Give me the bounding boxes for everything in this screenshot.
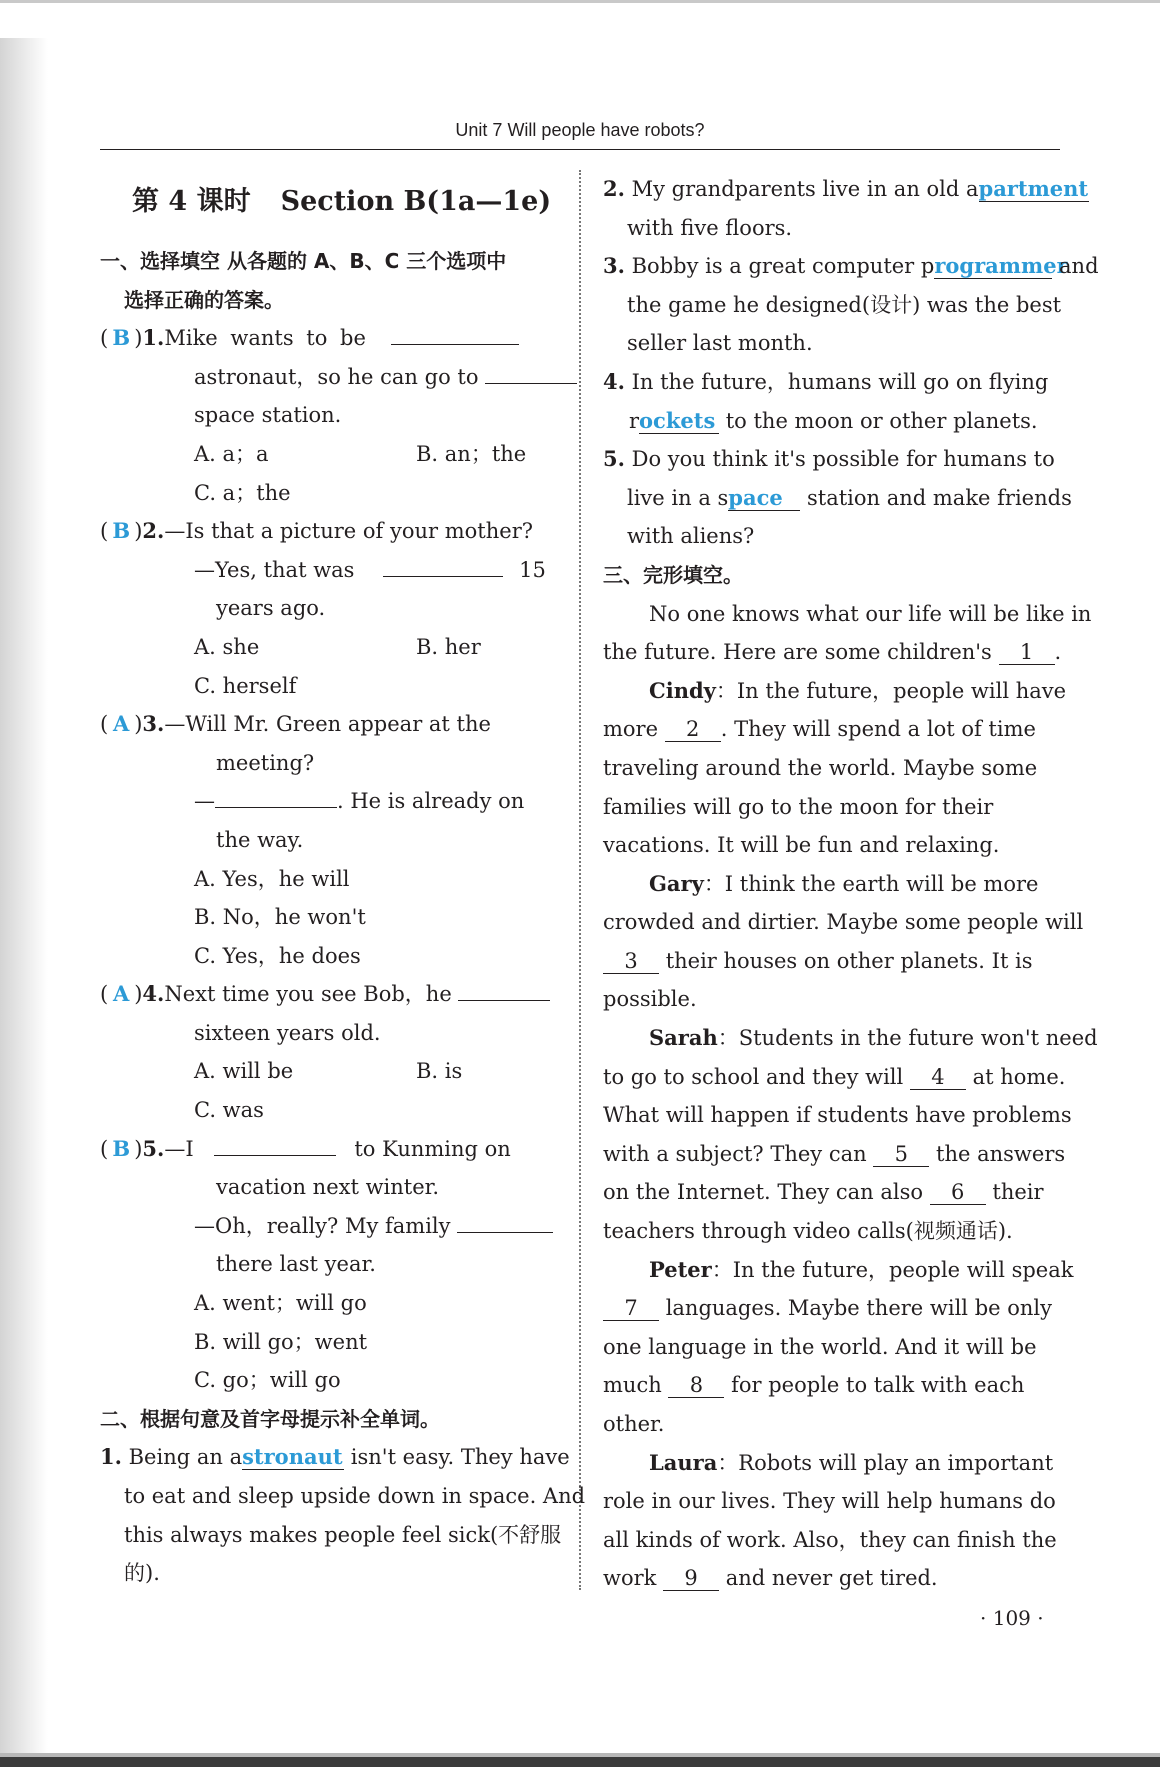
gary-line4: possible. <box>603 987 697 1012</box>
word-item-4: 4. In the future，humans will go on flying <box>603 368 1049 394</box>
option-b: B. will go；went <box>194 1329 368 1354</box>
answer-4: A <box>113 981 130 1007</box>
word-item-5: 5. Do you think it's possible for humans to <box>603 446 1055 472</box>
header-rule <box>100 149 1060 150</box>
question-1: ( B )1.Mike wants to be <box>100 319 556 358</box>
left-column <box>100 170 586 1593</box>
question-2-line3: years ago. <box>216 596 326 621</box>
speaker-name: Cindy <box>649 677 716 703</box>
option-c: C. Yes，he does <box>194 943 361 968</box>
word-item-2: 2. My grandparents live in an old apartment <box>603 176 1089 201</box>
part3-heading: 三、完形填空。 <box>603 562 743 587</box>
cloze-intro: No one knows what our life will be like in <box>649 601 1092 626</box>
question-1-line3: space station. <box>194 403 342 428</box>
cloze-blank-1: 1 <box>999 640 1055 665</box>
cloze-blank-6: 6 <box>930 1180 986 1205</box>
bottom-edge <box>0 1757 1160 1767</box>
cloze-blank-4: 4 <box>910 1065 966 1090</box>
word-item-1-line2: to eat and sleep upside down in space. And <box>124 1484 586 1508</box>
gary-line2: crowded and dirtier. Maybe some people will <box>603 910 1084 935</box>
question-3: ( A )3.—Will Mr. Green appear at the <box>100 705 556 744</box>
top-edge <box>0 0 1160 3</box>
word-item-5-line2: live in a space station and make friends <box>627 484 1072 510</box>
option-c: C. a；the <box>194 480 291 505</box>
sarah-line4: with a subject? They can 5 the answers <box>603 1141 1066 1166</box>
filled-blank: pace <box>728 486 800 511</box>
cindy-line5: vacations. It will be fun and relaxing. <box>603 833 1000 858</box>
filled-blank: rogrammer <box>934 253 1068 279</box>
cindy-paragraph: Cindy：In the future，people will have <box>649 677 1067 703</box>
peter-line4: much 8 for people to talk with each <box>603 1373 1025 1398</box>
filled-blank: partment <box>978 176 1089 201</box>
option-b: B. an；the <box>416 441 527 466</box>
answer-5: B <box>112 1135 131 1161</box>
filled-blank: stronaut <box>242 1444 343 1470</box>
word-item-4-line2: rockets to the moon or other planets. <box>629 407 1038 433</box>
word-item-3-line3: seller last month. <box>627 331 813 356</box>
cindy-line4: families will go to the moon for their <box>603 794 994 819</box>
options-1 <box>100 435 556 474</box>
question-5: ( B )5.—I to Kunming on <box>100 1130 556 1169</box>
options-2 <box>100 628 556 667</box>
blank <box>391 319 519 345</box>
option-b: B. No，he won't <box>194 905 366 930</box>
question-1-line2: astronaut，so he can go to <box>100 358 556 397</box>
cloze-blank-8: 8 <box>668 1373 724 1398</box>
speaker-name: Gary <box>649 870 704 896</box>
question-2: ( B )2.—Is that a picture of your mother? <box>100 512 556 551</box>
cloze-blank-9: 9 <box>663 1566 719 1591</box>
question-5-line4: there last year. <box>216 1252 376 1277</box>
option-c: C. was <box>194 1098 264 1123</box>
question-2-line2: —Yes, that was 15 <box>100 551 556 590</box>
question-3-line4: the way. <box>216 827 304 852</box>
word-item-1: 1. Being an astronaut isn't easy. They have <box>100 1444 570 1470</box>
peter-line2: 7 languages. Maybe there will be only <box>603 1289 1060 1328</box>
sarah-line5: on the Internet. They can also 6 their <box>603 1180 1044 1205</box>
blank <box>215 782 337 808</box>
sarah-line6: teachers through video calls(视频通话). <box>603 1219 1013 1244</box>
option-a: A. went；will go <box>194 1291 367 1316</box>
option-a: A. Yes，he will <box>194 866 350 891</box>
laura-line4: work 9 and never get tired. <box>603 1566 938 1591</box>
option-a: A. a；a <box>194 441 269 466</box>
blank <box>458 975 550 1001</box>
word-item-3-line2: the game he designed(设计) was the best <box>627 292 1062 317</box>
word-item-5-line3: with aliens? <box>627 524 755 549</box>
part2-heading: 二、根据句意及首字母提示补全单词。 <box>100 1406 440 1431</box>
cloze-blank-5: 5 <box>873 1142 929 1167</box>
sarah-paragraph: Sarah：Students in the future won't need <box>649 1025 1098 1051</box>
options-4 <box>100 1052 556 1091</box>
page-edge-shadow <box>0 38 48 1767</box>
section-label: Section B(1a—1e) <box>280 186 552 217</box>
word-item-1-line3: this always makes people feel sick(不舒服 <box>124 1522 562 1547</box>
lesson-title <box>100 170 556 242</box>
part1-heading-cont: 选择正确的答案。 <box>124 287 284 312</box>
peter-line3: one language in the world. And it will be <box>603 1334 1037 1359</box>
filled-blank: ockets <box>639 409 719 434</box>
peter-paragraph: Peter：In the future，people will speak <box>649 1256 1074 1282</box>
answer-2: B <box>112 518 131 544</box>
cloze-blank-3: 3 <box>603 949 659 974</box>
word-item-3: 3. Bobby is a great computer programmer and <box>603 253 1099 279</box>
word-item-1-line4: 的). <box>124 1561 160 1586</box>
blank <box>457 1207 553 1233</box>
sarah-line2: to go to school and they will 4 at home. <box>603 1064 1066 1089</box>
laura-paragraph: Laura：Robots will play an important <box>649 1449 1054 1475</box>
speaker-name: Peter <box>649 1256 712 1282</box>
option-b: B. her <box>416 634 481 659</box>
blank <box>214 1130 336 1156</box>
laura-line3: all kinds of work. Also，they can finish the <box>603 1527 1057 1552</box>
right-column <box>603 170 1099 1598</box>
gary-paragraph: Gary：I think the earth will be more <box>649 870 1039 896</box>
cloze-intro-line2: the future. Here are some children's 1 . <box>603 640 1062 665</box>
running-head: Unit 7 Will people have robots? <box>455 120 705 140</box>
speaker-name: Sarah <box>649 1025 718 1051</box>
peter-line5: other. <box>603 1412 665 1436</box>
cloze-blank-7: 7 <box>603 1296 659 1321</box>
gary-line3: 3 their houses on other planets. It is <box>603 942 1060 981</box>
question-5-line3: —Oh，really? My family <box>100 1207 556 1246</box>
blank <box>383 551 503 577</box>
cindy-line3: traveling around the world. Maybe some <box>603 755 1038 780</box>
option-b: B. is <box>416 1059 463 1084</box>
question-5-line2: vacation next winter. <box>216 1175 440 1200</box>
option-a: A. she <box>194 634 260 659</box>
answer-3: A <box>113 711 130 737</box>
lesson-number: 第 4 课时 <box>132 186 251 217</box>
column-divider <box>579 170 581 1590</box>
part1-heading: 一、选择填空 从各题的 A、B、C 三个选项中 <box>100 249 507 273</box>
question-4-line2: sixteen years old. <box>194 1020 381 1045</box>
blank <box>485 358 577 384</box>
option-a: A. will be <box>194 1059 294 1084</box>
speaker-name: Laura <box>649 1449 718 1475</box>
cloze-blank-2: 2 <box>665 717 721 742</box>
laura-line2: role in our lives. They will help humans do <box>603 1489 1056 1514</box>
sarah-line3: What will happen if students have problems <box>603 1103 1072 1128</box>
cindy-line2: more 2 . They will spend a lot of time <box>603 717 1036 742</box>
answer-1: B <box>112 325 131 351</box>
option-c: C. go；will go <box>194 1368 341 1393</box>
option-c: C. herself <box>194 673 297 698</box>
page-number: · 109 · <box>980 1606 1044 1630</box>
word-item-2-line2: with five floors. <box>627 215 793 240</box>
question-3-line3: — . He is already on <box>100 782 556 821</box>
question-4: ( A )4.Next time you see Bob，he <box>100 975 556 1014</box>
question-3-line2: meeting? <box>216 750 315 775</box>
